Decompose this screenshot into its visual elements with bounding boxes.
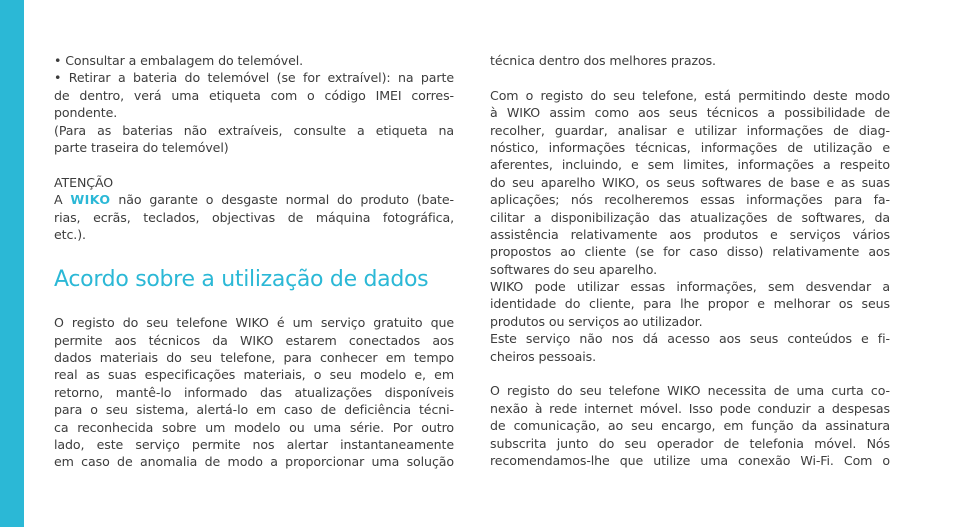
paragraph-line: O registo do seu telefone WIKO é um serviço gratuito que [54,315,454,331]
caution-line [54,191,454,208]
bullet-line: • Retirar a bateria do telemóvel (se for extraível): na parte [54,70,454,86]
bullet-line: de dentro, verá uma etiqueta com o código IMEI corres- [54,87,454,103]
paragraph-line: recolher, guardar, analisar e utilizar informações de diag- [490,122,890,138]
paragraph-gap [490,365,890,382]
paragraph-line: aplicações; nós recolheremos essas informações para fa- [490,192,890,208]
paragraph-line: em caso de anomalia de modo a proporcionar uma solução [54,454,454,470]
caution-text: não garante o desgaste normal do produto (bate- [110,192,454,208]
paragraph-gap [490,69,890,86]
caution-heading: ATENÇÃO [54,174,114,190]
paragraph-line: nexão à rede internet móvel. Isso pode conduzir a despesas [490,400,890,416]
paragraph-line: Com o registo do seu telefone, está permitindo deste modo [490,87,890,103]
paragraph-line: subscrita junto do seu operador de telefonia móvel. Nós [490,435,890,451]
paragraph-line: WIKO pode utilizar essas informações, sem desvendar a [490,279,890,295]
paragraph-line: dados materiais do seu telefone, para conhecer em tempo [54,350,454,366]
paragraph-line: produtos ou serviços ao utilizador. [490,313,703,329]
brand-name: WIKO [70,192,111,208]
paragraph-line: técnica dentro dos melhores prazos. [490,53,716,68]
caution-line: etc.). [54,226,86,242]
section-title: Acordo sobre a utilização de dados [54,267,429,293]
paragraph-line: de comunicação, ao seu encargo, em função da assinatura [490,418,890,434]
note-line: parte traseira do telemóvel) [54,139,229,155]
side-color-bar [0,0,24,527]
paragraph-line: Este serviço não nos dá acesso aos seus conteúdos e fi- [490,331,890,347]
note-line: (Para as baterias não extraíveis, consulte a etiqueta na [54,122,454,138]
paragraph-line: assistência relativamente aos produtos e serviços vários [490,226,890,242]
paragraph-line: aferentes, incluindo, e sem limites, informações a respeito [490,157,890,173]
paragraph-line: cilitar a disponibilização das atualizações de softwares, da [490,209,890,225]
paragraph-line: lado, este serviço permite nos alertar instantaneamente [54,437,454,453]
caution-prefix: A [54,192,71,208]
paragraph-line: recomendamos-lhe que utilize uma conexão Wi-Fi. Com o [490,452,890,468]
paragraph-line: retorno, mantê-lo informado das atualizações disponíveis [54,384,454,400]
bullet-line: pondente. [54,105,118,121]
bullet-line: • Consultar a embalagem do telemóvel. [54,53,304,68]
paragraph-line: identidade do cliente, para lhe propor e melhorar os seus [490,296,890,312]
right-column [490,52,890,469]
paragraph-line: O registo do seu telefone WIKO necessita de uma curta co- [490,383,890,399]
paragraph-line: ca reconhecida sobre um modelo ou uma série. Por outro [54,419,454,435]
paragraph-line: à WIKO assim como aos seus técnicos a possibilidade de [490,105,890,121]
paragraph-line: propostos ao cliente (se for caso disso) relativamente aos [490,244,890,260]
paragraph-line: nóstico, informações técnicas, informações de utilização e [490,139,890,155]
caution-line: rias, ecrãs, teclados, objectivas de máquina fotográfica, [54,209,454,225]
paragraph-line: permite aos técnicos da WIKO estarem conectados aos [54,332,454,348]
paragraph-line: real as suas especificações materiais, o seu modelo e, em [54,367,454,383]
paragraph-line: do seu aparelho WIKO, os seus softwares de base e as suas [490,174,890,190]
paragraph-line: softwares do seu aparelho. [490,261,658,277]
paragraph-line: para o seu sistema, alertá-lo em caso de deficiência técni- [54,402,454,418]
paragraph-line: cheiros pessoais. [490,348,596,364]
left-column [54,52,454,471]
